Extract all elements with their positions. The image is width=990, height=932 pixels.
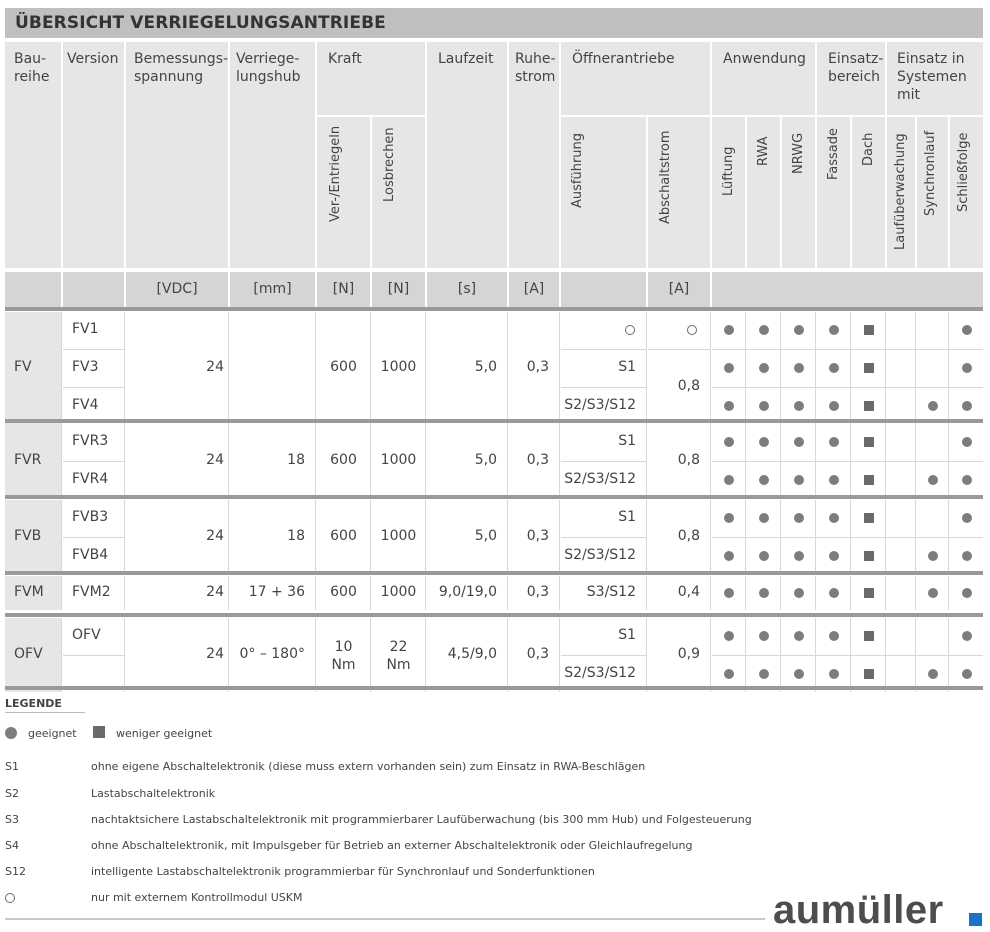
row-version-0-1: FV3 — [72, 359, 99, 375]
legend-key-1: S2 — [5, 787, 19, 800]
row-mark-dot-2-0-4 — [794, 513, 804, 523]
row-mark-dot-1-0-5 — [829, 437, 839, 447]
row-divider-0-1-a — [63, 349, 124, 350]
group-spannung-2: 24 — [206, 528, 224, 544]
group-spannung-0: 24 — [206, 359, 224, 375]
header-systeme-0: Laufüberwachung — [893, 133, 908, 250]
group-spannung-4: 24 — [206, 646, 224, 662]
group-abschalt-2: 0,8 — [677, 528, 700, 544]
row-mark-dot-4-0-9 — [962, 631, 972, 641]
group-2-vline-2 — [228, 500, 229, 574]
legend-text-2: nachtaktsichere Lastabschaltelektronik mit programmierbarer Laufüberwachung (bis 300 mm Hub) und Folgesteuerung — [91, 813, 752, 826]
group-laufzeit-4: 4,5/9,0 — [447, 646, 497, 662]
units-label-ab: [A] — [668, 281, 690, 297]
legend-key-0: S1 — [5, 760, 19, 773]
group-4-vline-5 — [425, 618, 426, 692]
row-mark-sq-0-1-6 — [864, 363, 874, 373]
units-label-hub: [mm] — [253, 281, 292, 297]
group-2-vline-1 — [124, 500, 125, 574]
group-4-vline-8 — [646, 618, 647, 692]
header-laufzeit — [427, 42, 507, 268]
row-mark-ring-0-0-1 — [687, 325, 697, 335]
legend-key-4: S12 — [5, 865, 26, 878]
group-kraft1-2: 600 — [330, 528, 357, 544]
legend-divider — [5, 712, 85, 713]
row-version-2-0: FVB3 — [72, 509, 109, 525]
row-mark-dot-4-0-2 — [724, 631, 734, 641]
units-label-k1: [N] — [332, 281, 355, 297]
geeignet-icon — [5, 727, 17, 739]
row-mark-sq-4-1-6 — [864, 669, 874, 679]
group-4-vline-1 — [124, 618, 125, 692]
row-mark-sq-0-0-6 — [864, 325, 874, 335]
row-mark-dot-0-0-3 — [759, 325, 769, 335]
group-4-vline-0 — [61, 618, 62, 692]
group-3-vline-16 — [948, 576, 949, 610]
row-mark-dot-4-1-4 — [794, 669, 804, 679]
row-mark-dot-3-0-3 — [759, 588, 769, 598]
row-mark-dot-4-1-3 — [759, 669, 769, 679]
header-systeme-2: Schließfolge — [956, 132, 971, 212]
row-divider-2-1-b — [561, 537, 646, 538]
title-bar — [5, 8, 983, 38]
header-kraft-sub1 — [317, 117, 370, 268]
row-ausfuehrung-2-0: S1 — [618, 509, 636, 525]
row-mark-dot-4-1-2 — [724, 669, 734, 679]
row-divider-1-1-b — [561, 461, 646, 462]
row-ausfuehrung-0-2: S2/S3/S12 — [564, 397, 636, 413]
group-separator-2 — [5, 495, 983, 499]
group-ruhestrom-4: 0,3 — [526, 646, 549, 662]
group-laufzeit-3: 9,0/19,0 — [438, 584, 497, 600]
header-spannung-label: Bemessungs- spannung — [134, 51, 229, 85]
row-mark-dot-4-1-8 — [928, 669, 938, 679]
group-abschalt-3: 0,4 — [677, 584, 700, 600]
row-mark-dot-2-1-4 — [794, 551, 804, 561]
group-2-vline-4 — [370, 500, 371, 574]
page-title: ÜBERSICHT VERRIEGELUNGSANTRIEBE — [15, 13, 386, 33]
group-laufzeit-0: 5,0 — [474, 359, 497, 375]
row-mark-dot-0-1-9 — [962, 363, 972, 373]
row-mark-dot-1-1-3 — [759, 475, 769, 485]
header-kraft-sub2-label: Losbrechen — [382, 127, 397, 202]
legend-geeignet: geeignet — [28, 727, 77, 740]
row-mark-dot-0-2-8 — [928, 401, 938, 411]
row-ausfuehrung-1-0: S1 — [618, 433, 636, 449]
row-mark-dot-0-1-3 — [759, 363, 769, 373]
row-divider-0-1-d — [648, 349, 710, 350]
group-separator-end — [5, 686, 983, 690]
row-version-0-2: FV4 — [72, 397, 99, 413]
legend-text-1: Lastabschaltelektronik — [91, 787, 216, 800]
row-mark-dot-0-1-4 — [794, 363, 804, 373]
group-1-vline-2 — [228, 424, 229, 498]
row-mark-dot-0-1-5 — [829, 363, 839, 373]
row-mark-dot-2-0-5 — [829, 513, 839, 523]
units-cell-marks — [712, 272, 983, 307]
group-baureihe-3: FVM — [14, 584, 44, 600]
row-ausfuehrung-0-1: S1 — [618, 359, 636, 375]
row-mark-dot-3-0-9 — [962, 588, 972, 598]
row-mark-dot-2-1-2 — [724, 551, 734, 561]
group-0-vline-8 — [646, 312, 647, 424]
header-systeme-1: Synchronlauf — [923, 130, 938, 216]
group-2-vline-7 — [559, 500, 560, 574]
header-ausfuehrung-label: Ausführung — [570, 132, 585, 208]
legend-key-3: S4 — [5, 839, 19, 852]
group-1-vline-3 — [315, 424, 316, 498]
group-baureihe-1: FVR — [14, 452, 42, 468]
row-mark-dot-0-0-5 — [829, 325, 839, 335]
group-3-vline-11 — [780, 576, 781, 610]
aumueller-logo: aumüller — [773, 888, 944, 932]
group-hub-1: 18 — [287, 452, 305, 468]
row-version-2-1: FVB4 — [72, 547, 109, 563]
row-mark-ring-0-0-0 — [625, 325, 635, 335]
header-version-label: Version — [67, 51, 119, 67]
group-kraft1-0: 600 — [330, 359, 357, 375]
row-mark-dot-1-1-9 — [962, 475, 972, 485]
row-mark-dot-0-0-4 — [794, 325, 804, 335]
legend-text-5: nur mit externem Kontrollmodul USKM — [91, 891, 303, 904]
row-mark-dot-0-2-5 — [829, 401, 839, 411]
group-spannung-1: 24 — [206, 452, 224, 468]
row-mark-dot-0-2-4 — [794, 401, 804, 411]
row-ausfuehrung-4-0: S1 — [618, 627, 636, 643]
header-anwendung-label: Anwendung — [723, 51, 806, 67]
group-spannung-3: 24 — [206, 584, 224, 600]
group-baureihe-4: OFV — [14, 646, 43, 662]
group-3-vline-8 — [646, 576, 647, 610]
group-2-vline-0 — [61, 500, 62, 574]
row-divider-1-1-a — [63, 461, 124, 462]
group-0-vline-5 — [425, 312, 426, 424]
row-version-1-1: FVR4 — [72, 471, 109, 487]
group-separator-0 — [5, 307, 983, 311]
group-0-vline-14 — [885, 312, 886, 424]
row-mark-dot-1-0-9 — [962, 437, 972, 447]
group-2-vline-9 — [710, 500, 711, 574]
header-kraft-label: Kraft — [328, 51, 362, 67]
row-mark-dot-4-0-3 — [759, 631, 769, 641]
group-ruhestrom-2: 0,3 — [526, 528, 549, 544]
group-4-vline-9 — [710, 618, 711, 692]
row-mark-dot-1-0-4 — [794, 437, 804, 447]
weniger-geeignet-icon — [93, 726, 105, 738]
row-ausfuehrung-1-1: S2/S3/S12 — [564, 471, 636, 487]
group-0-vline-12 — [815, 312, 816, 424]
row-mark-dot-2-1-5 — [829, 551, 839, 561]
group-ruhestrom-3: 0,3 — [526, 584, 549, 600]
group-3-vline-9 — [710, 576, 711, 610]
header-hub-label: Verriege- lungshub — [236, 51, 301, 85]
header-abschaltstrom-label: Abschaltstrom — [658, 130, 673, 224]
row-divider-0-1-c — [712, 349, 983, 350]
group-0-vline-9 — [710, 312, 711, 424]
row-mark-sq-1-0-6 — [864, 437, 874, 447]
group-0-vline-11 — [780, 312, 781, 424]
group-0-vline-2 — [228, 312, 229, 424]
header-einsatz-label: Einsatz- bereich — [828, 51, 884, 85]
legend-key-2: S3 — [5, 813, 19, 826]
group-1-vline-1 — [124, 424, 125, 498]
row-version-4-0: OFV — [72, 627, 101, 643]
group-abschalt-0: 0,8 — [677, 378, 700, 394]
group-4-vline-6 — [507, 618, 508, 692]
row-mark-dot-4-1-5 — [829, 669, 839, 679]
row-divider-2-1-c — [712, 537, 983, 538]
group-kraft1-1: 600 — [330, 452, 357, 468]
group-2-vline-3 — [315, 500, 316, 574]
group-3-vline-12 — [815, 576, 816, 610]
group-1-vline-0 — [61, 424, 62, 498]
group-ruhestrom-0: 0,3 — [526, 359, 549, 375]
row-mark-dot-1-1-5 — [829, 475, 839, 485]
row-divider-0-2-c — [712, 387, 983, 388]
group-3-vline-6 — [507, 576, 508, 610]
group-laufzeit-1: 5,0 — [474, 452, 497, 468]
row-mark-dot-1-1-4 — [794, 475, 804, 485]
group-abschalt-4: 0,9 — [677, 646, 700, 662]
group-0-vline-16 — [948, 312, 949, 424]
row-mark-dot-1-0-2 — [724, 437, 734, 447]
group-separator-1 — [5, 419, 983, 423]
group-3-vline-5 — [425, 576, 426, 610]
row-mark-dot-2-0-9 — [962, 513, 972, 523]
row-mark-dot-2-0-2 — [724, 513, 734, 523]
group-0-vline-0 — [61, 312, 62, 424]
group-3-vline-10 — [745, 576, 746, 610]
legend-text-4: intelligente Lastabschaltelektronik programmierbar für Synchronlauf und Sonderfunktionen — [91, 865, 595, 878]
group-4-vline-4 — [370, 618, 371, 692]
units-cell-bau — [5, 272, 61, 307]
group-1-vline-7 — [559, 424, 560, 498]
group-3-vline-4 — [370, 576, 371, 610]
group-0-vline-1 — [124, 312, 125, 424]
group-0-vline-7 — [559, 312, 560, 424]
group-hub-4: 0° – 180° — [239, 646, 305, 662]
row-mark-dot-2-0-3 — [759, 513, 769, 523]
group-3-vline-1 — [124, 576, 125, 610]
header-version — [63, 42, 124, 268]
legend-title: LEGENDE — [5, 697, 62, 710]
row-divider-4-1-c — [712, 655, 983, 656]
row-mark-dot-0-0-9 — [962, 325, 972, 335]
row-version-3-0: FVM2 — [72, 584, 111, 600]
row-mark-dot-0-2-2 — [724, 401, 734, 411]
logo-accent-square — [969, 913, 982, 926]
header-laufzeit-label: Laufzeit — [438, 51, 494, 67]
row-mark-dot-0-2-3 — [759, 401, 769, 411]
row-mark-dot-0-0-2 — [724, 325, 734, 335]
group-1-vline-8 — [646, 424, 647, 498]
row-mark-dot-3-0-8 — [928, 588, 938, 598]
row-mark-dot-2-1-3 — [759, 551, 769, 561]
group-kraft2-4: 22 Nm — [386, 639, 411, 673]
header-anw-0: Lüftung — [721, 146, 736, 196]
row-mark-sq-4-0-6 — [864, 631, 874, 641]
legend-weniger: weniger geeignet — [116, 727, 213, 740]
group-kraft1-3: 600 — [330, 584, 357, 600]
row-mark-dot-4-0-5 — [829, 631, 839, 641]
group-baureihe-2: FVB — [14, 528, 42, 544]
group-4-vline-2 — [228, 618, 229, 692]
units-label-rs: [A] — [523, 281, 545, 297]
group-3-vline-2 — [228, 576, 229, 610]
group-hub-2: 18 — [287, 528, 305, 544]
row-mark-dot-1-1-2 — [724, 475, 734, 485]
row-mark-sq-0-2-6 — [864, 401, 874, 411]
row-mark-dot-2-1-9 — [962, 551, 972, 561]
units-label-k2: [N] — [387, 281, 410, 297]
row-mark-dot-3-0-4 — [794, 588, 804, 598]
group-separator-3 — [5, 571, 983, 575]
units-cell-au — [561, 272, 646, 307]
group-kraft2-0: 1000 — [380, 359, 417, 375]
group-0-vline-4 — [370, 312, 371, 424]
group-baureihe-0: FV — [14, 359, 32, 375]
footer-rule — [5, 918, 765, 920]
row-ausfuehrung-2-1: S2/S3/S12 — [564, 547, 636, 563]
group-0-vline-10 — [745, 312, 746, 424]
row-mark-dot-2-1-8 — [928, 551, 938, 561]
row-divider-0-1-b — [561, 349, 646, 350]
group-1-vline-5 — [425, 424, 426, 498]
row-mark-sq-2-1-6 — [864, 551, 874, 561]
group-3-vline-13 — [850, 576, 851, 610]
row-mark-dot-4-0-4 — [794, 631, 804, 641]
row-version-0-0: FV1 — [72, 321, 99, 337]
legend-text-3: ohne Abschaltelektronik, mit Impulsgeber für Betrieb an externer Abschaltelektronik oder Gleichlaufregelung — [91, 839, 693, 852]
group-2-vline-6 — [507, 500, 508, 574]
row-mark-dot-3-0-5 — [829, 588, 839, 598]
group-hub-3: 17 + 36 — [248, 584, 305, 600]
row-mark-dot-3-0-2 — [724, 588, 734, 598]
group-ruhestrom-1: 0,3 — [526, 452, 549, 468]
group-3-vline-0 — [61, 576, 62, 610]
group-kraft2-1: 1000 — [380, 452, 417, 468]
group-2-vline-8 — [646, 500, 647, 574]
group-3-vline-3 — [315, 576, 316, 610]
group-4-vline-3 — [315, 618, 316, 692]
row-mark-dot-4-1-9 — [962, 669, 972, 679]
row-divider-2-1-a — [63, 537, 124, 538]
group-laufzeit-2: 5,0 — [474, 528, 497, 544]
header-anw-1: RWA — [756, 136, 771, 166]
row-mark-dot-0-2-9 — [962, 401, 972, 411]
header-ruhestrom-label: Ruhe- strom — [515, 51, 556, 85]
row-mark-dot-1-0-3 — [759, 437, 769, 447]
row-divider-0-2-a — [63, 387, 124, 388]
header-oeffner-label: Öffnerantriebe — [572, 51, 675, 67]
group-0-vline-3 — [315, 312, 316, 424]
group-3-vline-15 — [915, 576, 916, 610]
group-1-vline-6 — [507, 424, 508, 498]
row-ausfuehrung-3-0: S3/S12 — [586, 584, 636, 600]
group-2-vline-5 — [425, 500, 426, 574]
group-0-vline-13 — [850, 312, 851, 424]
row-divider-0-2-b — [561, 387, 646, 388]
header-einsatz-0: Fassade — [826, 127, 841, 180]
header-baureihe-label: Bau- reihe — [14, 51, 50, 85]
header-einsatz-1: Dach — [861, 132, 876, 166]
group-abschalt-1: 0,8 — [677, 452, 700, 468]
units-cell-ver — [63, 272, 124, 307]
row-mark-sq-1-1-6 — [864, 475, 874, 485]
group-kraft1-4: 10 Nm — [331, 639, 356, 673]
group-3-vline-14 — [885, 576, 886, 610]
group-1-vline-9 — [710, 424, 711, 498]
group-4-vline-7 — [559, 618, 560, 692]
group-separator-4 — [5, 613, 983, 617]
row-divider-4-1-a — [63, 655, 124, 656]
row-divider-1-1-c — [712, 461, 983, 462]
group-0-vline-6 — [507, 312, 508, 424]
row-version-1-0: FVR3 — [72, 433, 109, 449]
group-1-vline-4 — [370, 424, 371, 498]
row-mark-dot-1-1-8 — [928, 475, 938, 485]
row-mark-dot-0-1-2 — [724, 363, 734, 373]
units-label-lz: [s] — [457, 281, 477, 297]
header-systeme-label: Einsatz in Systemen mit — [897, 51, 967, 103]
row-divider-4-1-b — [561, 655, 646, 656]
group-0-vline-15 — [915, 312, 916, 424]
group-kraft2-2: 1000 — [380, 528, 417, 544]
row-mark-sq-2-0-6 — [864, 513, 874, 523]
group-kraft2-3: 1000 — [380, 584, 417, 600]
header-anw-2: NRWG — [791, 132, 806, 174]
row-mark-sq-3-0-6 — [864, 588, 874, 598]
legend-text-0: ohne eigene Abschaltelektronik (diese muss extern vorhanden sein) zum Einsatz in RWA-Beschlägen — [91, 760, 646, 773]
header-kraft-sub2 — [372, 117, 425, 268]
row-ausfuehrung-4-1: S2/S3/S12 — [564, 665, 636, 681]
group-3-vline-7 — [559, 576, 560, 610]
units-label-spa: [VDC] — [156, 281, 198, 297]
legend-key-ring-icon — [5, 893, 15, 903]
header-kraft-sub1-label: Ver-/Entriegeln — [328, 125, 343, 222]
